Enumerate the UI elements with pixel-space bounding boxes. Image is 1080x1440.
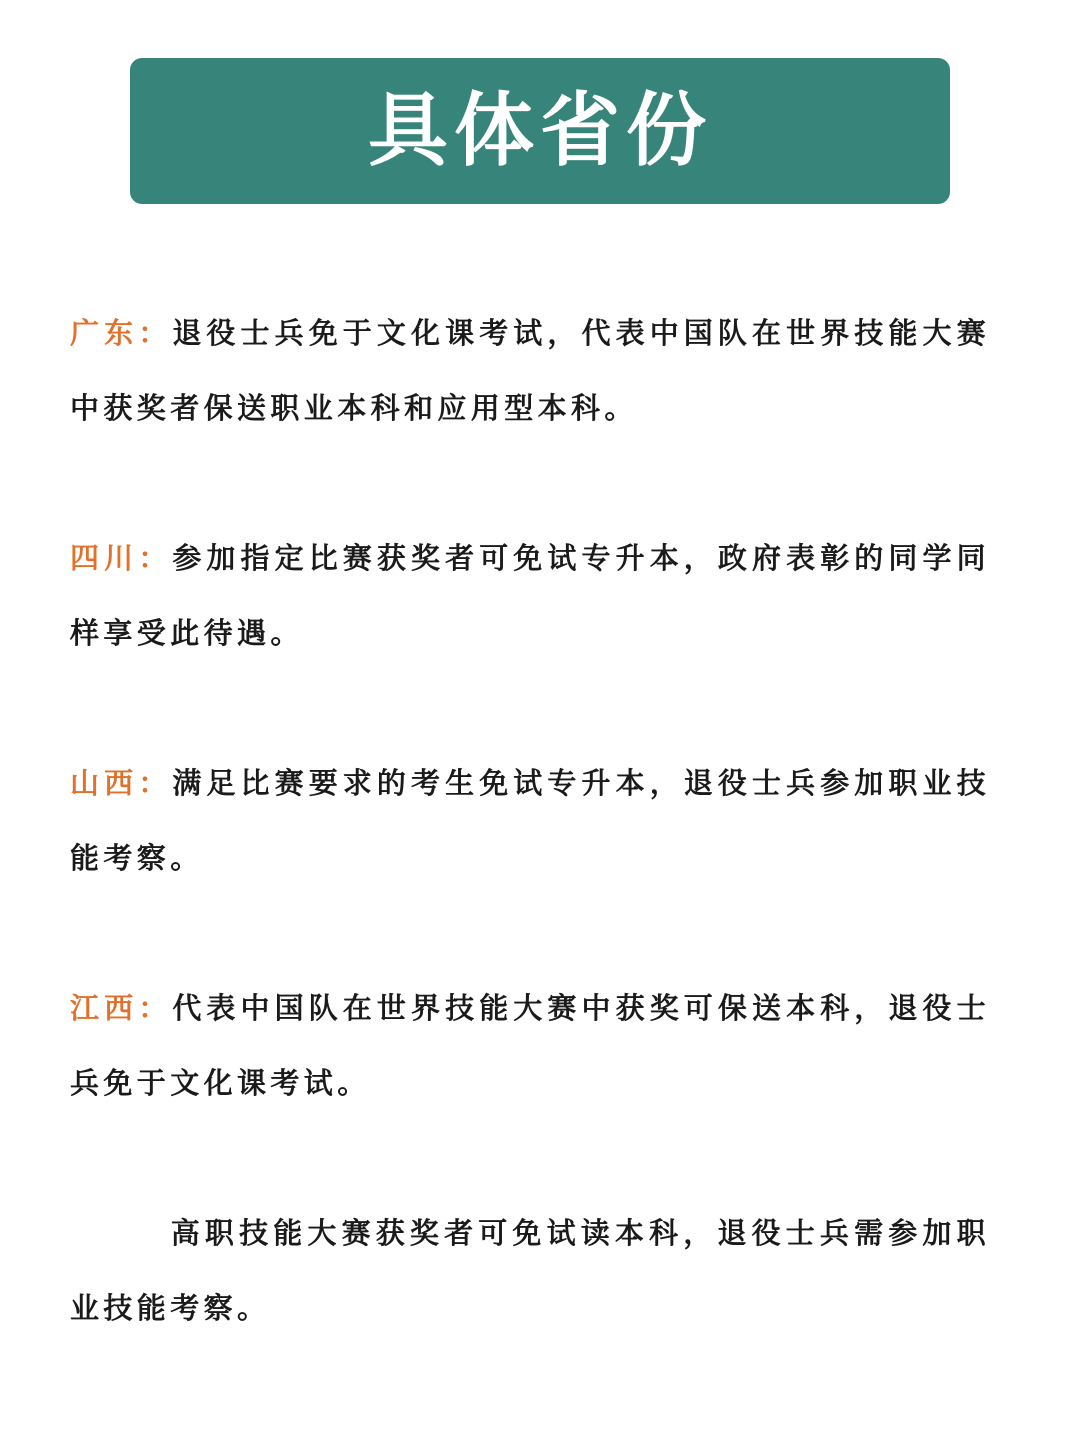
province-label: 山西： [70, 766, 173, 800]
province-item-unlabeled [70, 1196, 990, 1346]
title-banner [130, 58, 950, 204]
province-description: 退役士兵免于文化课考试，代表中国队在世界技能大赛中获奖者保送职业本科和应用型本科。 [70, 316, 991, 425]
province-item-jiangxi [70, 971, 990, 1121]
province-item-shanxi [70, 746, 990, 896]
province-description: 高职技能大赛获奖者可免试读本科，退役士兵需参加职业技能考察。 [70, 1216, 990, 1325]
province-description: 满足比赛要求的考生免试专升本，退役士兵参加职业技能考察。 [70, 766, 991, 875]
province-label: 广东： [70, 316, 173, 350]
province-item-sichuan [70, 521, 990, 671]
province-description: 代表中国队在世界技能大赛中获奖可保送本科，退役士兵免于文化课考试。 [70, 991, 991, 1100]
page-title: 具体省份 [368, 84, 712, 177]
province-label: 江西： [70, 991, 173, 1025]
province-description: 参加指定比赛获奖者可免试专升本，政府表彰的同学同样享受此待遇。 [70, 541, 991, 650]
province-item-guangdong [70, 296, 990, 446]
province-label: 四川： [70, 541, 173, 575]
